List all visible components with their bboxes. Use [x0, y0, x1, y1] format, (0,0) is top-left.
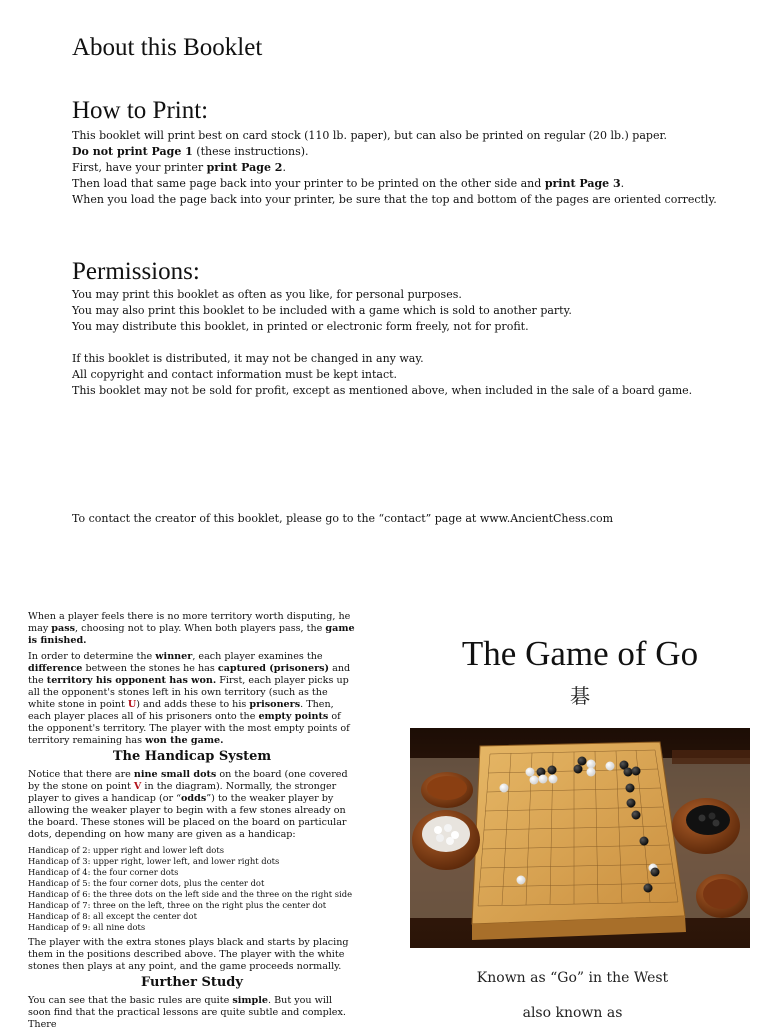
restriction-line: All copyright and contact information must be kept intact.	[72, 368, 398, 381]
print-line-5: When you load the page back into your printer, be sure that the top and bottom of the pages are oriented correctly.	[72, 193, 717, 206]
how-to-print-heading: How to Print:	[72, 97, 209, 124]
permission-line: You may also print this booklet to be included with a game which is sold to another party.	[72, 304, 572, 317]
print-instructions	[72, 128, 717, 208]
restriction-line: This booklet may not be sold for profit, except as mentioned above, when included in the sale of a board game.	[72, 384, 693, 397]
winner-paragraph: In order to determine the winner, each player examines the difference between the stones he has captured (prisoners) and the territory his opponent has won. First, each player picks up all the opponent's stones left in his own territory (such as the white stone in point U) and adds these to his prisoners. Then, each player places all of his prisoners onto the empty points of the opponent's territory. The player with the most empty points of territory remaining has won the game.	[28, 651, 351, 746]
handicap-heading: The Handicap System	[112, 749, 272, 764]
white-stone-bowl	[412, 810, 480, 870]
game-title: The Game of Go	[461, 634, 699, 673]
handicap-item: Handicap of 5: the four corner dots, plus the center dot	[28, 878, 265, 888]
white-stone-lid	[421, 772, 473, 808]
handicap-item: Handicap of 2: upper right and lower left dots	[28, 845, 225, 855]
go-board-photo	[410, 728, 750, 948]
contact-line: To contact the creator of this booklet, please go to the “contact” page at www.AncientChess.com	[72, 512, 614, 525]
handicap-paragraph: Notice that there are nine small dots on the board (one covered by the stone on point V in the diagram). Normally, the stronger player to gives a handicap (or “odds”) to the weaker player by allowing the weaker player to begin with a few stones already on the board. These stones will be placed on the board on particular dots, depending on how many are given as a handicap:	[28, 769, 348, 840]
further-study-heading: Further Study	[141, 975, 243, 990]
known-as-caption: Known as “Go” in the West	[476, 970, 669, 986]
print-line-3: First, have your printer print Page 2.	[72, 161, 286, 174]
permission-line: You may print this booklet as often as you like, for personal purposes.	[72, 288, 462, 301]
also-known-caption: also known as	[522, 1005, 623, 1021]
about-heading: About this Booklet	[72, 34, 263, 61]
handicap-list	[28, 845, 356, 933]
go-board-photo-svg	[410, 728, 750, 948]
handicap-item: Handicap of 6: the three dots on the left side and the three on the right side	[28, 889, 353, 899]
background-furniture	[672, 750, 750, 764]
further-study-paragraph: You can see that the basic rules are quite simple. But you will soon find that the practical lessons are quite subtle and complex. There	[28, 995, 346, 1030]
black-stone-bowl	[672, 798, 740, 854]
print-line-2: Do not print Page 1 (these instructions).	[72, 145, 309, 158]
handicap-item: Handicap of 7: three on the left, three on the right plus the center dot	[28, 900, 327, 910]
print-line-4: Then load that same page back into your printer to be printed on the other side and print Page 3.	[72, 177, 625, 190]
handicap-item: Handicap of 9: all nine dots	[28, 922, 146, 932]
restriction-line: If this booklet is distributed, it may not be changed in any way.	[72, 352, 424, 365]
black-stone-lid	[696, 874, 748, 918]
permissions-heading: Permissions:	[72, 258, 200, 285]
handicap-item: Handicap of 3: upper right, lower left, and lower right dots	[28, 856, 280, 866]
rules-column	[28, 611, 356, 1035]
handicap-item: Handicap of 4: the four corner dots	[28, 867, 179, 877]
permissions-text	[72, 287, 692, 399]
permission-line: You may distribute this booklet, in printed or electronic form freely, not for profit.	[72, 320, 529, 333]
pass-paragraph: When a player feels there is no more territory worth disputing, he may pass, choosing not to play. When both players pass, the game is finished.	[28, 611, 355, 646]
go-kanji: 碁	[570, 684, 590, 708]
handicap-item: Handicap of 8: all except the center dot	[28, 911, 197, 921]
extra-stones-paragraph: The player with the extra stones plays black and starts by placing them in the positions described above. The player with the white stones then plays at any point, and the game proceeds normally.	[28, 937, 349, 972]
print-line-1: This booklet will print best on card stock (110 lb. paper), but can also be printed on regular (20 lb.) paper.	[72, 129, 667, 142]
